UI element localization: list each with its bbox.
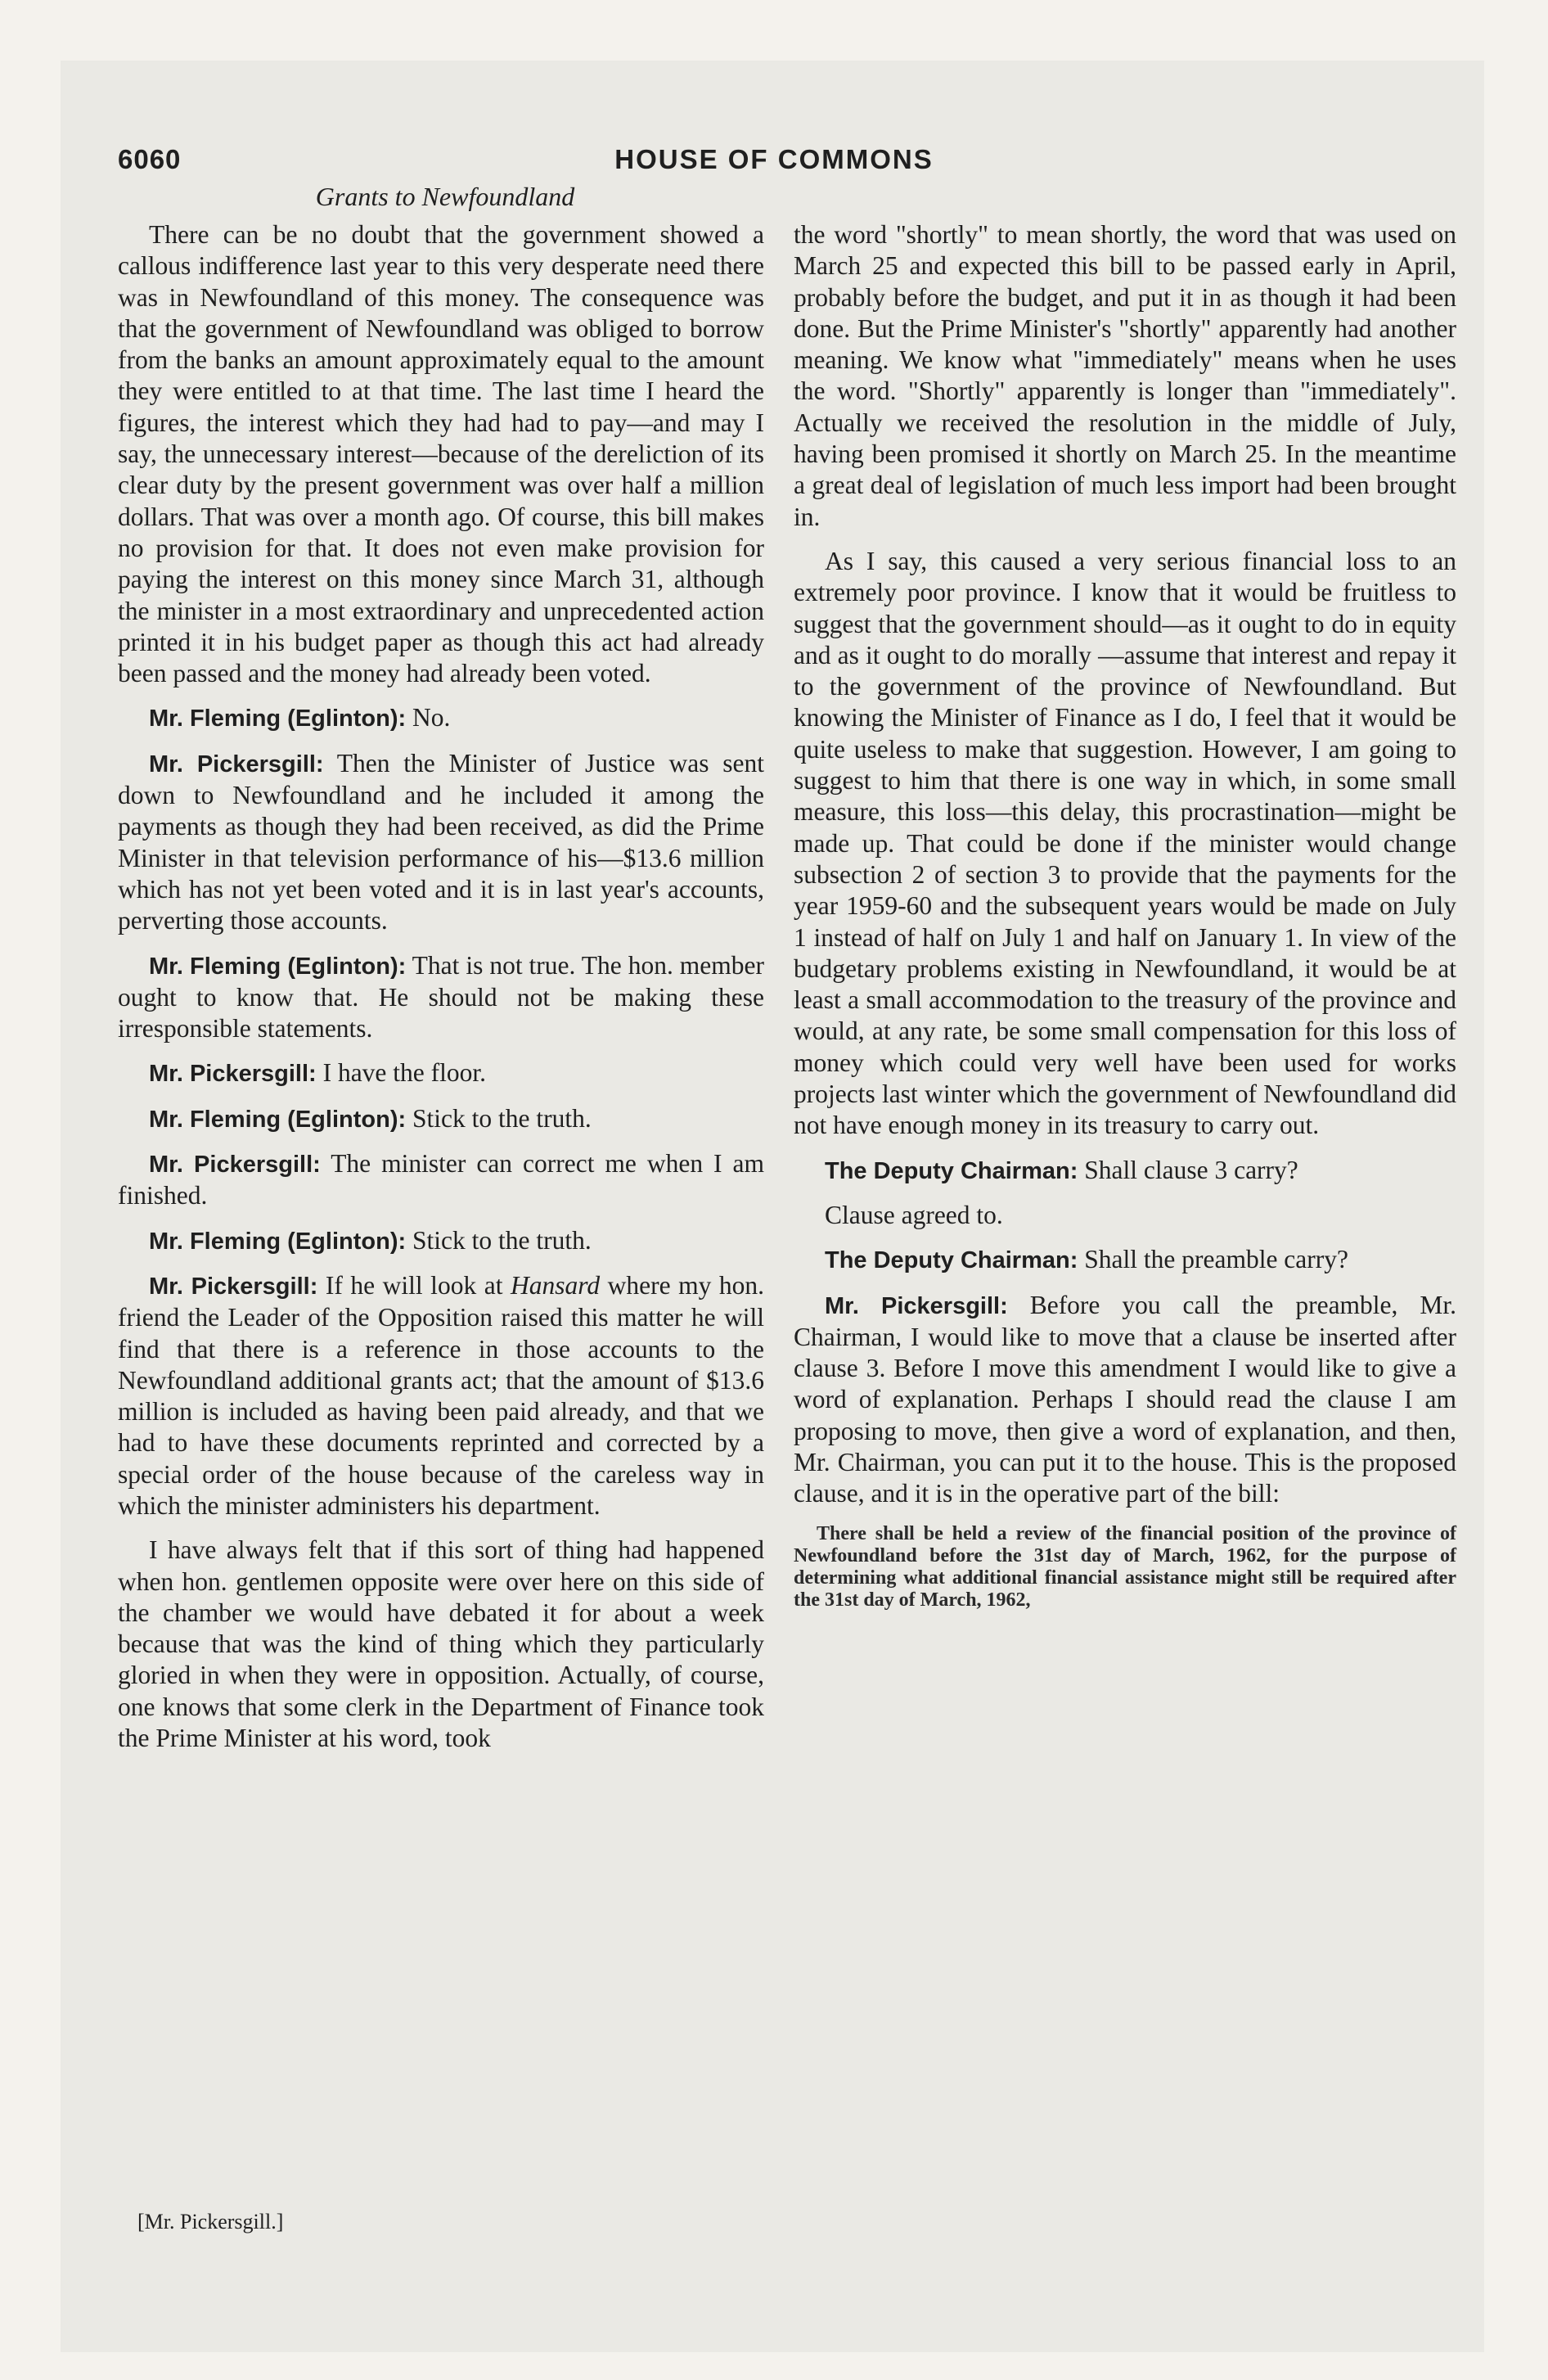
speaker-name: Mr. Pickersgill: (825, 1292, 1008, 1319)
speaker-name: Mr. Pickersgill: (149, 1061, 317, 1088)
speaker-name: The Deputy Chairman: (825, 1247, 1078, 1274)
left-column (118, 219, 764, 1767)
speaker-name: The Deputy Chairman: (825, 1157, 1078, 1184)
paragraph: Mr. Fleming (Eglinton): Stick to the truth. (149, 1103, 592, 1133)
quoted-clause: There shall be held a review of the financial position of the province of Newfoundland before the 31st day of March, 1962, for the purpose of determining what additional financial assistance might still be required after the 31st day of March, 1962, (794, 1522, 1456, 1611)
running-title: HOUSE OF COMMONS (614, 144, 934, 174)
right-column (794, 219, 1456, 1611)
paragraph: There can be no doubt that the government showed a callous indifference last year to this very desperate need there was in Newfoundland of this money. The consequence was that the government of Newfoundland was obliged to borrow from the banks an amount approximately equal to the amount they were entitled to at that time. The last time I heard the figures, the interest which they had had to pay—and may I say, the unnecessary interest—because of the dereliction of its clear duty by the present government was over half a million dollars. That was over a month ago. Of course, this bill makes no provision for that. It does not even make provision for paying the interest on this money since March 31, although the minister in a most extraordinary and unprecedented action printed it in his budget paper as though this act had already been passed and the money had already been voted. (118, 220, 764, 688)
paragraph: Mr. Fleming (Eglinton): No. (149, 703, 451, 732)
speaker-name: Mr. Pickersgill: (149, 1152, 321, 1179)
paragraph: Mr. Fleming (Eglinton): Stick to the truth. (149, 1225, 592, 1255)
paragraph: Clause agreed to. (825, 1200, 1003, 1229)
italic-reference: Hansard (510, 1270, 601, 1300)
paragraph: Mr. Pickersgill: I have the floor. (149, 1058, 487, 1088)
paragraph: Mr. Pickersgill: Then the Minister of Justice was sent down to Newfoundland and he included it among the payments as though they had been received, as did the Prime Minister in that television performance of his—$13.6 million which has not yet been voted and it is in last year's accounts, perverting those accounts. (118, 748, 764, 935)
speaker-name: Mr. Fleming (Eglinton): (149, 1228, 407, 1255)
speaker-name: Mr. Fleming (Eglinton): (149, 705, 407, 732)
paragraph: Mr. Fleming (Eglinton): That is not true. The hon. member ought to know that. He should not be making these irresponsible statements. (118, 950, 764, 1044)
paragraph: I have always felt that if this sort of thing had happened when hon. gentlemen opposite were over here on this side of the chamber we would have debated it for about a week because that was the kind of thing which they particularly gloried in when they were in opposition. Actually, of course, one knows that some clerk in the Department of Finance took the Prime Minister at his word, took (118, 1535, 764, 1753)
speaker-name: Mr. Fleming (Eglinton): (149, 953, 407, 980)
paragraph: The Deputy Chairman: Shall the preamble carry? (825, 1245, 1348, 1274)
paragraph: The Deputy Chairman: Shall clause 3 carry? (825, 1155, 1298, 1184)
paragraph: Mr. Pickersgill: Before you call the preamble, Mr. Chairman, I would like to move that a clause be inserted after clause 3. Before I move this amendment I would like to give a word of explanation. Perhaps I should read the clause I am proposing to move, then give a word of explanation, and then, Mr. Chairman, you can put it to the house. This is the proposed clause, and it is in the operative part of the bill: (794, 1290, 1456, 1508)
paragraph: the word "shortly" to mean shortly, the word that was used on March 25 and expected this bill to be passed early in April, probably before the budget, and put it in as though it had been done. But the Prime Minister's "shortly" apparently had another meaning. We know what "immediately" means when he uses the word. "Shortly" apparently is longer than "immediately". Actually we received the resolution in the middle of July, having been promised it shortly on March 25. In the meantime a great deal of legislation of much less import had been brought in. (794, 220, 1456, 531)
section-subject: Grants to Newfoundland (315, 182, 575, 211)
speaker-name: Mr. Pickersgill: (149, 751, 324, 778)
speaker-name: Mr. Fleming (Eglinton): (149, 1106, 407, 1133)
paragraph: Mr. Pickersgill: The minister can correct me when I am finished. (118, 1149, 764, 1210)
paragraph: Mr. Pickersgill: If he will look at Hansard where my hon. friend the Leader of the Opposition raised this matter he will find that there is a reference in those accounts to the Newfoundland additional grants act; that the amount of $13.6 million is included as having been paid already, and that we had to have these documents reprinted and corrected by a special order of the house because of the careless way in which the minister administers his department. (118, 1270, 765, 1520)
speaker-name: Mr. Pickersgill: (149, 1273, 318, 1300)
page-number: 6060 (118, 144, 182, 174)
paragraph: As I say, this caused a very serious financial loss to an extremely poor province. I know that it would be fruitless to suggest that the government should—as it ought to do in equity and as it ought to do morally —assume that interest and repay it to the government of the province of Newfoundland. But knowing the Minister of Finance as I do, I feel that it would be quite useless to make that suggestion. However, I am going to suggest to him that there is one way in which, in some small measure, this loss—this delay, this procrastination—might be made up. That could be done if the minister would change subsection 2 of section 3 to provide that the payments for the year 1959-60 and the subsequent years would be made on July 1 instead of half on July 1 and half on January 1. In view of the budgetary problems existing in Newfoundland, it would be at least a small accommodation to the treasury of the province and would, at any rate, be some small compensation for this loss of money which could very well have been used for works projects last winter which the government of Newfoundland did not have enough money in its treasury to carry out. (794, 546, 1456, 1140)
speaker-footer-label: [Mr. Pickersgill.] (137, 2210, 284, 2234)
